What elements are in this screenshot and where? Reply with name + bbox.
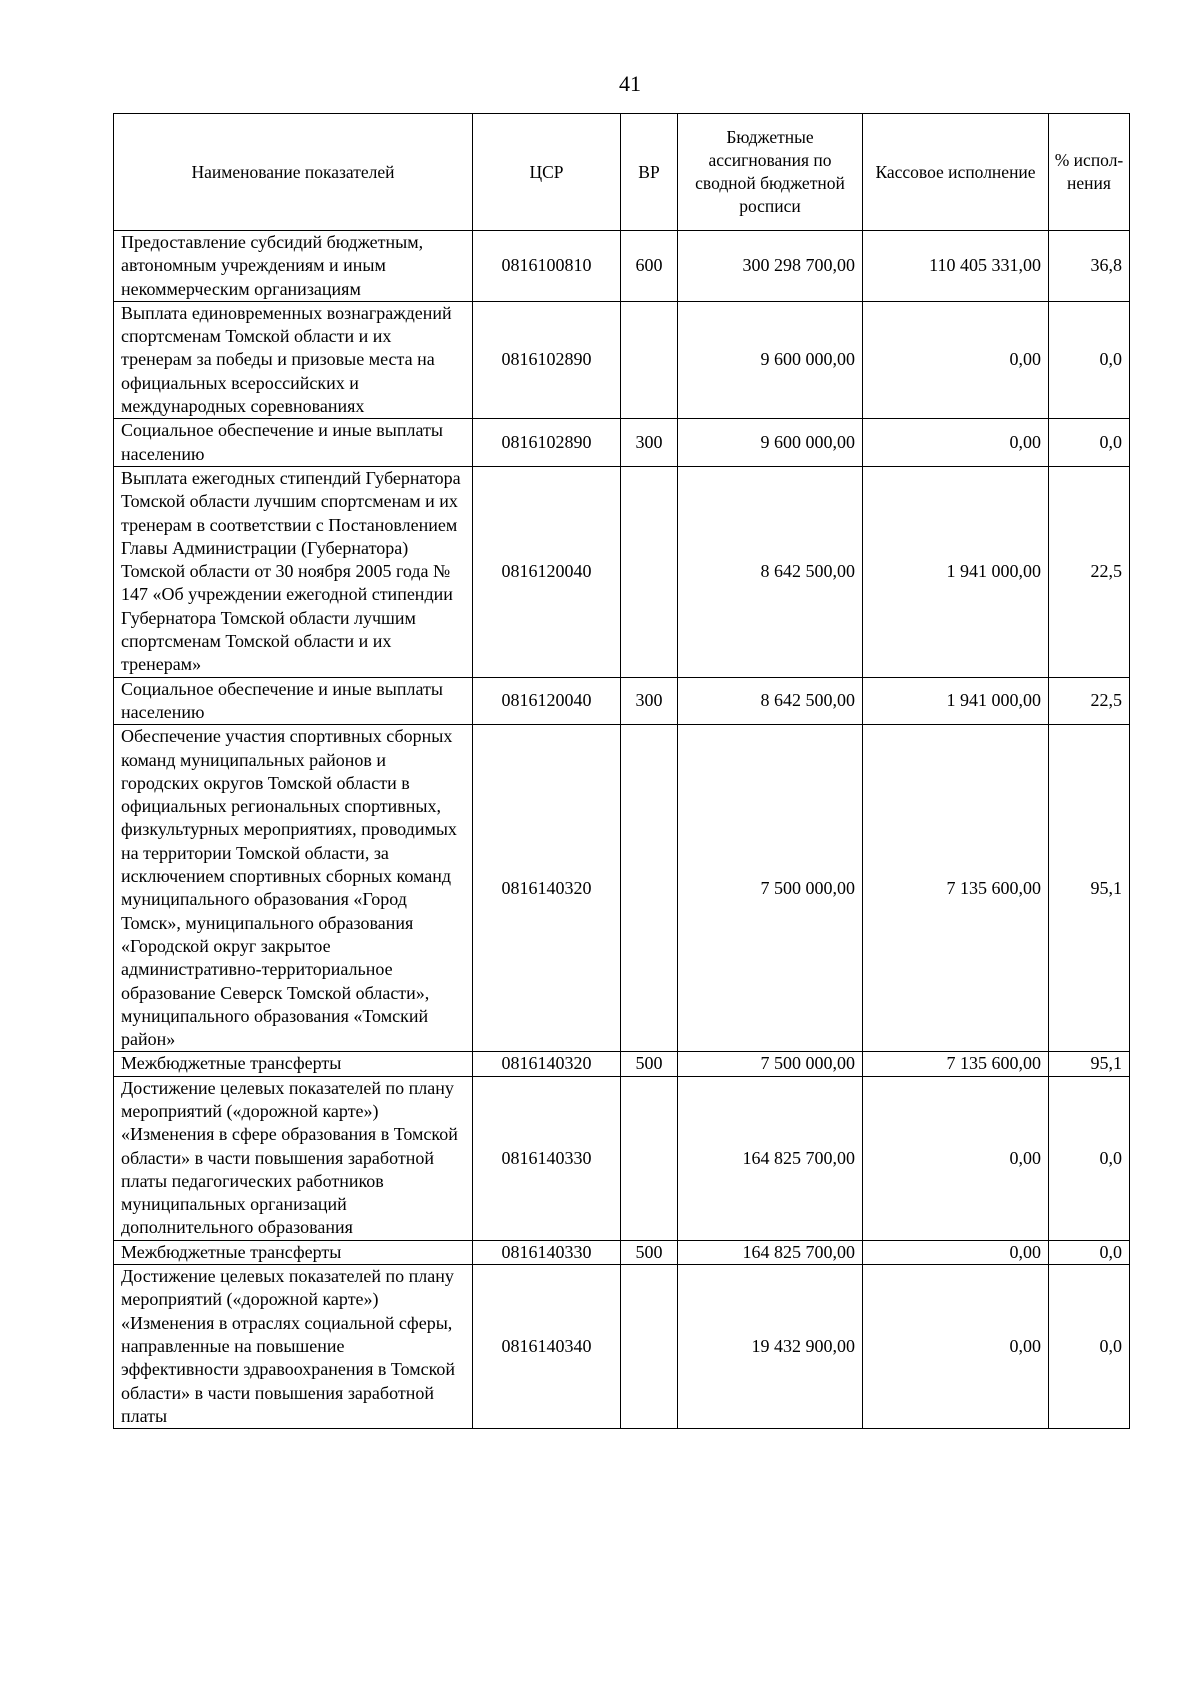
cell-cash-execution: 0,00	[863, 1265, 1049, 1429]
cell-vr	[621, 301, 678, 418]
cell-name: Обеспечение участия спортивных сборных команд муниципальных районов и городских округов Томской области в официальных региональных спортивных, физкультурных мероприятиях, проводимых на территории Томской области, за исключением спортивных сборных команд муниципального образования «Город Томск», муниципального образования «Городской округ закрытое административно-территориальное образование Северск Томской области», муниципального образования «Томский район»	[114, 725, 473, 1052]
cell-cash-execution: 7 135 600,00	[863, 725, 1049, 1052]
cell-cash-execution: 0,00	[863, 1076, 1049, 1240]
cell-csr: 0816102890	[473, 301, 621, 418]
cell-cash-execution: 7 135 600,00	[863, 1052, 1049, 1076]
header-assignments: Бюджетные ассигнования по сводной бюджетной росписи	[678, 114, 863, 231]
cell-vr	[621, 725, 678, 1052]
table-row	[114, 466, 1130, 677]
cell-vr	[621, 466, 678, 677]
header-cash-execution: Кассовое исполнение	[863, 114, 1049, 231]
header-csr: ЦСР	[473, 114, 621, 231]
cell-assignments: 7 500 000,00	[678, 1052, 863, 1076]
cell-name: Выплата единовременных вознаграждений спортсменам Томской области и их тренерам за победы и призовые места на официальных всероссийских и международных соревнованиях	[114, 301, 473, 418]
cell-percent-execution: 0,0	[1049, 301, 1130, 418]
cell-assignments: 164 825 700,00	[678, 1076, 863, 1240]
cell-name: Социальное обеспечение и иные выплаты населению	[114, 677, 473, 725]
table-row	[114, 725, 1130, 1052]
cell-vr	[621, 1076, 678, 1240]
cell-assignments: 9 600 000,00	[678, 301, 863, 418]
cell-percent-execution: 0,0	[1049, 419, 1130, 467]
cell-assignments: 19 432 900,00	[678, 1265, 863, 1429]
cell-vr: 500	[621, 1240, 678, 1264]
cell-cash-execution: 0,00	[863, 1240, 1049, 1264]
cell-name: Межбюджетные трансферты	[114, 1240, 473, 1264]
cell-csr: 0816140330	[473, 1240, 621, 1264]
cell-csr: 0816140320	[473, 725, 621, 1052]
header-name: Наименование показателей	[114, 114, 473, 231]
cell-name: Социальное обеспечение и иные выплаты населению	[114, 419, 473, 467]
cell-cash-execution: 1 941 000,00	[863, 677, 1049, 725]
table-header-row	[114, 114, 1130, 231]
header-percent-execution: % испол-нения	[1049, 114, 1130, 231]
cell-assignments: 300 298 700,00	[678, 231, 863, 302]
cell-percent-execution: 95,1	[1049, 725, 1130, 1052]
cell-name: Межбюджетные трансферты	[114, 1052, 473, 1076]
table-row	[114, 1076, 1130, 1240]
table-row	[114, 301, 1130, 418]
table-row	[114, 677, 1130, 725]
cell-cash-execution: 110 405 331,00	[863, 231, 1049, 302]
cell-name: Достижение целевых показателей по плану мероприятий («дорожной карте») «Изменения в сфере образования в Томской области» в части повышения заработной платы педагогических работников муниципальных организаций дополнительного образования	[114, 1076, 473, 1240]
cell-csr: 0816102890	[473, 419, 621, 467]
cell-vr: 300	[621, 419, 678, 467]
cell-assignments: 7 500 000,00	[678, 725, 863, 1052]
cell-vr: 500	[621, 1052, 678, 1076]
cell-csr: 0816100810	[473, 231, 621, 302]
cell-assignments: 8 642 500,00	[678, 677, 863, 725]
table-row	[114, 231, 1130, 302]
cell-vr	[621, 1265, 678, 1429]
table-row	[114, 419, 1130, 467]
cell-name: Предоставление субсидий бюджетным, автономным учреждениям и иным некоммерческим организациям	[114, 231, 473, 302]
budget-table	[113, 113, 1130, 1429]
cell-name: Достижение целевых показателей по плану мероприятий («дорожной карте») «Изменения в отраслях социальной сферы, направленные на повышение эффективности здравоохранения в Томской области» в части повышения заработной платы	[114, 1265, 473, 1429]
cell-cash-execution: 0,00	[863, 419, 1049, 467]
page-number: 41	[619, 71, 641, 96]
cell-percent-execution: 0,0	[1049, 1076, 1130, 1240]
cell-name: Выплата ежегодных стипендий Губернатора Томской области лучшим спортсменам и их тренерам в соответствии с Постановлением Главы Администрации (Губернатора) Томской области от 30 ноября 2005 года № 147 «Об учреждении ежегодной стипендии Губернатора Томской области лучшим спортсменам Томской области и их тренерам»	[114, 466, 473, 677]
cell-assignments: 8 642 500,00	[678, 466, 863, 677]
cell-percent-execution: 95,1	[1049, 1052, 1130, 1076]
cell-percent-execution: 0,0	[1049, 1240, 1130, 1264]
table-row	[114, 1052, 1130, 1076]
cell-vr: 600	[621, 231, 678, 302]
table-row	[114, 1240, 1130, 1264]
cell-vr: 300	[621, 677, 678, 725]
header-vr: ВР	[621, 114, 678, 231]
cell-cash-execution: 0,00	[863, 301, 1049, 418]
table-row	[114, 1265, 1130, 1429]
cell-csr: 0816140340	[473, 1265, 621, 1429]
cell-percent-execution: 22,5	[1049, 677, 1130, 725]
cell-percent-execution: 0,0	[1049, 1265, 1130, 1429]
cell-percent-execution: 22,5	[1049, 466, 1130, 677]
cell-csr: 0816140330	[473, 1076, 621, 1240]
cell-assignments: 9 600 000,00	[678, 419, 863, 467]
cell-assignments: 164 825 700,00	[678, 1240, 863, 1264]
cell-csr: 0816140320	[473, 1052, 621, 1076]
cell-csr: 0816120040	[473, 677, 621, 725]
cell-percent-execution: 36,8	[1049, 231, 1130, 302]
cell-cash-execution: 1 941 000,00	[863, 466, 1049, 677]
cell-csr: 0816120040	[473, 466, 621, 677]
